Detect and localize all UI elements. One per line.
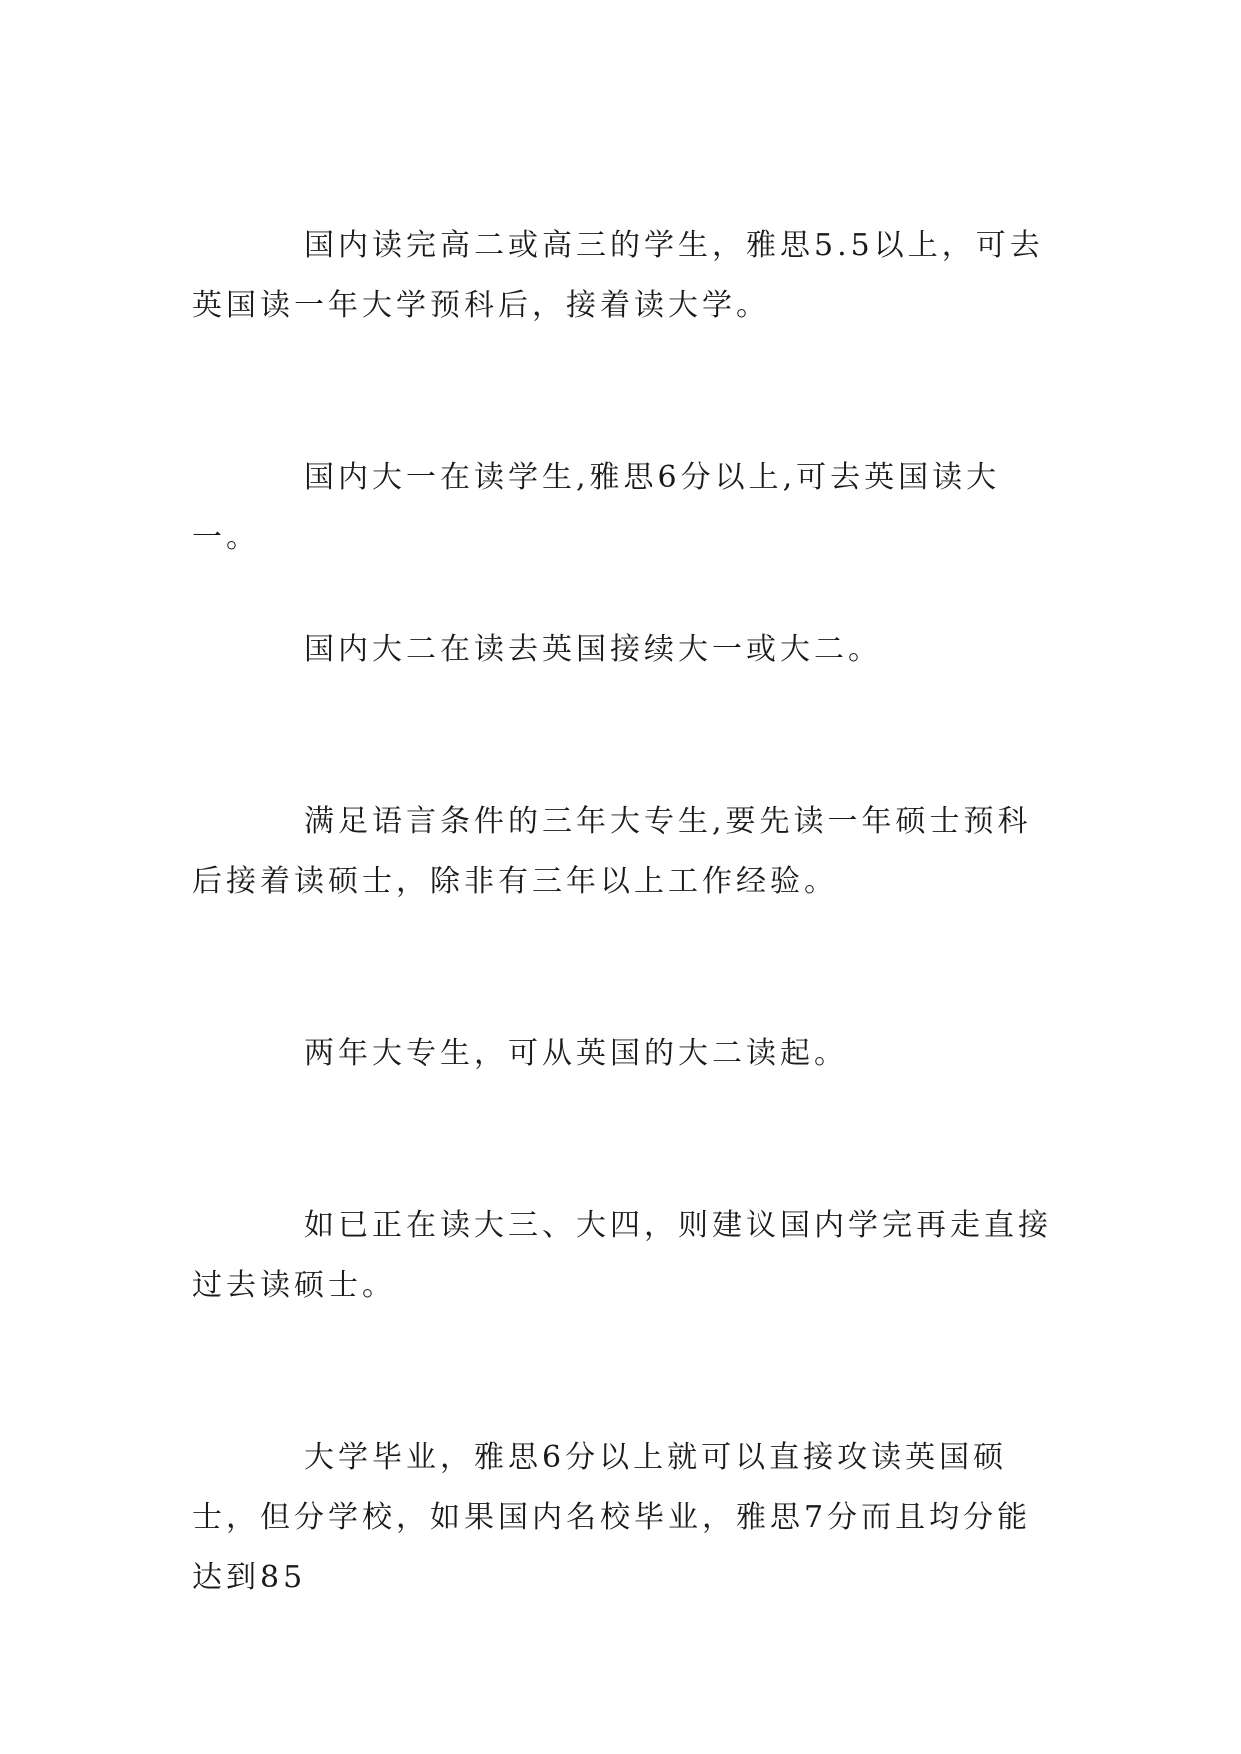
paragraph: 国内大一在读学生,雅思6分以上,可去英国读大一。 (192, 460, 1001, 555)
paragraph: 大学毕业，雅思6分以上就可以直接攻读英国硕士，但分学校，如果国内名校毕业，雅思7分而且均分能达到85 (192, 1440, 1032, 1595)
paragraph: 国内读完高二或高三的学生，雅思5.5以上，可去英国读一年大学预科后，接着读大学。 (192, 228, 1044, 323)
paragraph: 国内大二在读去英国接续大一或大二。 (304, 632, 882, 667)
paragraph: 两年大专生，可从英国的大二读起。 (304, 1036, 848, 1071)
paragraph: 如已正在读大三、大四，则建议国内学完再走直接过去读硕士。 (192, 1208, 1052, 1303)
paragraph: 满足语言条件的三年大专生,要先读一年硕士预科后接着读硕士，除非有三年以上工作经验。 (192, 804, 1032, 899)
